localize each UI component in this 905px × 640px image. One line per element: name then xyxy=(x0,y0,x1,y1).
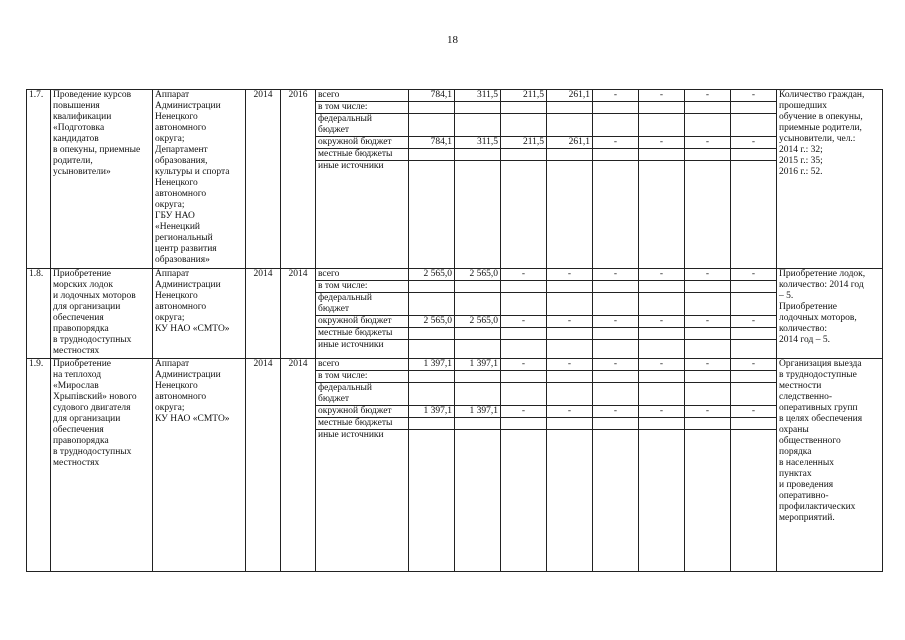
funding-source: всего xyxy=(316,90,409,102)
amount-cell: - xyxy=(593,137,639,149)
amount-cell: - xyxy=(501,406,547,418)
empty-cell xyxy=(639,328,685,340)
amount-cell: - xyxy=(593,359,639,371)
amount-cell: 211,5 xyxy=(501,90,547,102)
empty-cell xyxy=(731,340,777,359)
amount-cell: 2 565,0 xyxy=(409,269,455,281)
empty-cell xyxy=(455,371,501,383)
empty-cell xyxy=(593,328,639,340)
amount-cell: - xyxy=(685,359,731,371)
amount-cell: - xyxy=(593,316,639,328)
row-number: 1.8. xyxy=(27,269,51,359)
amount-cell: 261,1 xyxy=(547,90,593,102)
amount-cell: - xyxy=(547,359,593,371)
activity-name: Проведение курсов повышения квалификации «Подготовка кандидатов в опекуны, приемные родители, усыновители» xyxy=(51,90,153,269)
amount-cell: - xyxy=(731,316,777,328)
amount-cell: 1 397,1 xyxy=(455,406,501,418)
empty-cell xyxy=(409,293,455,316)
amount-cell: - xyxy=(593,406,639,418)
empty-cell xyxy=(409,102,455,114)
funding-source: федеральный бюджет xyxy=(316,293,409,316)
empty-cell xyxy=(409,430,455,572)
empty-cell xyxy=(639,383,685,406)
year-start: 2014 xyxy=(246,269,281,359)
empty-cell xyxy=(455,114,501,137)
empty-cell xyxy=(731,430,777,572)
empty-cell xyxy=(731,293,777,316)
empty-cell xyxy=(593,114,639,137)
row-number: 1.7. xyxy=(27,90,51,269)
amount-cell: 784,1 xyxy=(409,90,455,102)
executor: Аппарат Администрации Ненецкого автономного округа; КУ НАО «СМТО» xyxy=(153,359,246,572)
empty-cell xyxy=(731,383,777,406)
activity-name: Приобретение морских лодок и лодочных моторов для организации обеспечения правопорядка в труднодоступных местностях xyxy=(51,269,153,359)
row-number: 1.9. xyxy=(27,359,51,572)
amount-cell: - xyxy=(685,406,731,418)
expected-result: Организация выезда в труднодоступные местности следственно- оперативных групп в целях обеспечения охраны общественного порядка в населенных пунктах и проведения оперативно- профилактических мероприятий. xyxy=(777,359,883,572)
program-table xyxy=(26,89,883,572)
activity-name: Приобретение на теплоход «Мирослав Хрыпівский» нового судового двигателя для организации обеспечения правопорядка в труднодоступных местностях xyxy=(51,359,153,572)
amount-cell: 2 565,0 xyxy=(455,316,501,328)
funding-source: иные источники xyxy=(316,430,409,572)
empty-cell xyxy=(685,340,731,359)
executor: Аппарат Администрации Ненецкого автономного округа; КУ НАО «СМТО» xyxy=(153,269,246,359)
empty-cell xyxy=(455,281,501,293)
empty-cell xyxy=(501,328,547,340)
empty-cell xyxy=(501,383,547,406)
empty-cell xyxy=(593,383,639,406)
empty-cell xyxy=(685,383,731,406)
amount-cell: - xyxy=(501,269,547,281)
empty-cell xyxy=(455,293,501,316)
funding-source: местные бюджеты xyxy=(316,328,409,340)
empty-cell xyxy=(409,371,455,383)
empty-cell xyxy=(639,102,685,114)
empty-cell xyxy=(455,102,501,114)
empty-cell xyxy=(639,371,685,383)
empty-cell xyxy=(731,161,777,269)
amount-cell: - xyxy=(685,90,731,102)
empty-cell xyxy=(593,102,639,114)
empty-cell xyxy=(501,281,547,293)
empty-cell xyxy=(501,149,547,161)
empty-cell xyxy=(547,371,593,383)
amount-cell: 1 397,1 xyxy=(409,406,455,418)
amount-cell: - xyxy=(593,90,639,102)
empty-cell xyxy=(455,328,501,340)
funding-source: федеральный бюджет xyxy=(316,383,409,406)
expected-result: Приобретение лодок, количество: 2014 год – 5. Приобретение лодочных моторов, количество: 2014 год – 5. xyxy=(777,269,883,359)
amount-cell: - xyxy=(501,316,547,328)
empty-cell xyxy=(593,281,639,293)
amount-cell: - xyxy=(731,359,777,371)
empty-cell xyxy=(455,430,501,572)
amount-cell: - xyxy=(731,137,777,149)
empty-cell xyxy=(731,328,777,340)
amount-cell: - xyxy=(547,316,593,328)
funding-source: в том числе: xyxy=(316,102,409,114)
empty-cell xyxy=(639,418,685,430)
empty-cell xyxy=(731,418,777,430)
empty-cell xyxy=(685,371,731,383)
amount-cell: 311,5 xyxy=(455,137,501,149)
empty-cell xyxy=(409,418,455,430)
empty-cell xyxy=(685,114,731,137)
empty-cell xyxy=(409,149,455,161)
empty-cell xyxy=(593,293,639,316)
empty-cell xyxy=(593,371,639,383)
empty-cell xyxy=(685,149,731,161)
funding-source: местные бюджеты xyxy=(316,418,409,430)
amount-cell: - xyxy=(731,269,777,281)
year-start: 2014 xyxy=(246,359,281,572)
empty-cell xyxy=(685,293,731,316)
year-start: 2014 xyxy=(246,90,281,269)
amount-cell: - xyxy=(685,269,731,281)
empty-cell xyxy=(501,371,547,383)
funding-source: всего xyxy=(316,269,409,281)
expected-result: Количество граждан, прошедших обучение в опекуны, приемные родители, усыновители, чел.: 2014 г.: 32; 2015 г.: 35; 2016 г.: 52. xyxy=(777,90,883,269)
amount-cell: - xyxy=(731,406,777,418)
funding-source: местные бюджеты xyxy=(316,149,409,161)
amount-cell: - xyxy=(639,269,685,281)
table-row xyxy=(27,359,883,371)
funding-source: в том числе: xyxy=(316,281,409,293)
year-end: 2014 xyxy=(281,359,316,572)
empty-cell xyxy=(685,161,731,269)
empty-cell xyxy=(455,418,501,430)
empty-cell xyxy=(547,430,593,572)
empty-cell xyxy=(593,418,639,430)
empty-cell xyxy=(639,293,685,316)
amount-cell: - xyxy=(685,316,731,328)
empty-cell xyxy=(409,281,455,293)
empty-cell xyxy=(685,430,731,572)
empty-cell xyxy=(731,371,777,383)
empty-cell xyxy=(731,114,777,137)
empty-cell xyxy=(685,328,731,340)
empty-cell xyxy=(501,430,547,572)
empty-cell xyxy=(547,114,593,137)
funding-source: окружной бюджет xyxy=(316,406,409,418)
page-number: 18 xyxy=(447,34,458,46)
funding-source: федеральный бюджет xyxy=(316,114,409,137)
empty-cell xyxy=(501,114,547,137)
amount-cell: - xyxy=(547,269,593,281)
funding-source: иные источники xyxy=(316,161,409,269)
funding-source: окружной бюджет xyxy=(316,316,409,328)
empty-cell xyxy=(501,102,547,114)
empty-cell xyxy=(455,161,501,269)
empty-cell xyxy=(455,149,501,161)
empty-cell xyxy=(547,149,593,161)
funding-source: окружной бюджет xyxy=(316,137,409,149)
empty-cell xyxy=(593,161,639,269)
funding-source: всего xyxy=(316,359,409,371)
funding-source: в том числе: xyxy=(316,371,409,383)
amount-cell: 311,5 xyxy=(455,90,501,102)
empty-cell xyxy=(639,430,685,572)
empty-cell xyxy=(547,293,593,316)
empty-cell xyxy=(547,418,593,430)
empty-cell xyxy=(731,102,777,114)
amount-cell: - xyxy=(547,406,593,418)
empty-cell xyxy=(639,340,685,359)
amount-cell: - xyxy=(639,90,685,102)
empty-cell xyxy=(547,161,593,269)
empty-cell xyxy=(731,149,777,161)
amount-cell: 2 565,0 xyxy=(455,269,501,281)
empty-cell xyxy=(501,418,547,430)
empty-cell xyxy=(409,340,455,359)
amount-cell: - xyxy=(593,269,639,281)
empty-cell xyxy=(409,161,455,269)
amount-cell: 1 397,1 xyxy=(455,359,501,371)
empty-cell xyxy=(593,149,639,161)
amount-cell: 2 565,0 xyxy=(409,316,455,328)
year-end: 2016 xyxy=(281,90,316,269)
empty-cell xyxy=(639,149,685,161)
empty-cell xyxy=(409,328,455,340)
empty-cell xyxy=(455,383,501,406)
empty-cell xyxy=(685,102,731,114)
amount-cell: - xyxy=(639,137,685,149)
empty-cell xyxy=(639,281,685,293)
empty-cell xyxy=(501,161,547,269)
year-end: 2014 xyxy=(281,269,316,359)
empty-cell xyxy=(685,418,731,430)
amount-cell: 1 397,1 xyxy=(409,359,455,371)
empty-cell xyxy=(455,340,501,359)
empty-cell xyxy=(547,383,593,406)
empty-cell xyxy=(639,114,685,137)
empty-cell xyxy=(547,102,593,114)
empty-cell xyxy=(501,340,547,359)
empty-cell xyxy=(547,328,593,340)
amount-cell: - xyxy=(639,316,685,328)
empty-cell xyxy=(409,114,455,137)
empty-cell xyxy=(639,161,685,269)
amount-cell: - xyxy=(501,359,547,371)
empty-cell xyxy=(409,383,455,406)
table-row xyxy=(27,269,883,281)
empty-cell xyxy=(547,340,593,359)
empty-cell xyxy=(547,281,593,293)
executor: Аппарат Администрации Ненецкого автономного округа; Департамент образования, культуры и спорта Ненецкого автономного округа; ГБУ НАО «Ненецкий региональный центр развития образования» xyxy=(153,90,246,269)
amount-cell: 211,5 xyxy=(501,137,547,149)
amount-cell: - xyxy=(639,359,685,371)
amount-cell: - xyxy=(639,406,685,418)
empty-cell xyxy=(501,293,547,316)
funding-source: иные источники xyxy=(316,340,409,359)
empty-cell xyxy=(685,281,731,293)
amount-cell: 261,1 xyxy=(547,137,593,149)
empty-cell xyxy=(731,281,777,293)
amount-cell: - xyxy=(731,90,777,102)
empty-cell xyxy=(593,340,639,359)
empty-cell xyxy=(593,430,639,572)
amount-cell: - xyxy=(685,137,731,149)
table-row xyxy=(27,90,883,102)
amount-cell: 784,1 xyxy=(409,137,455,149)
